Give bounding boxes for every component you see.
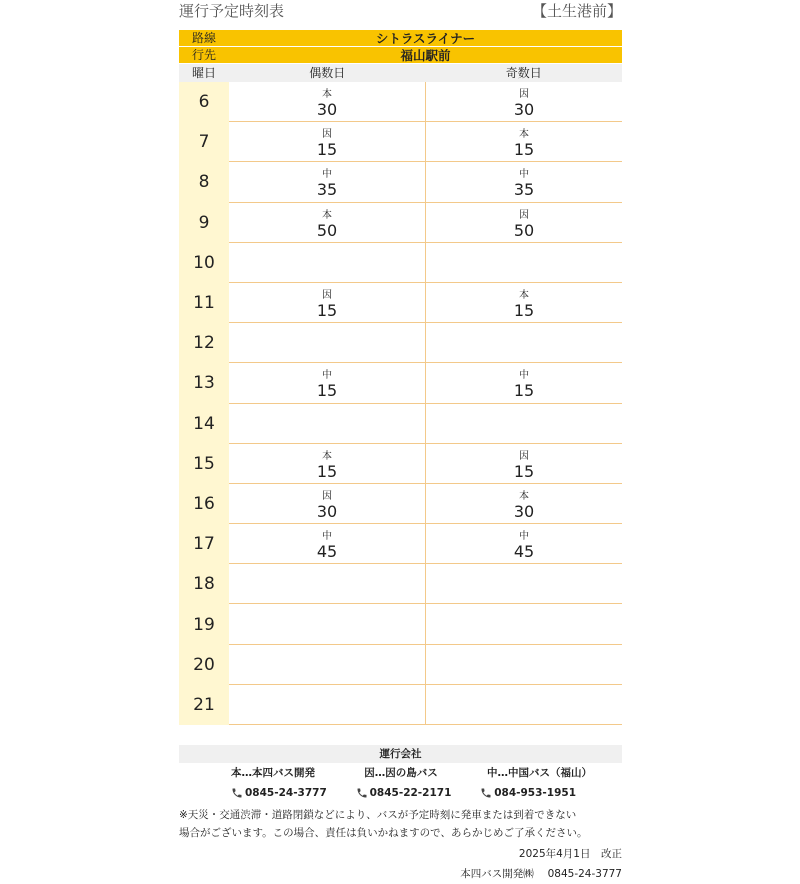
departure-minute: 15 bbox=[513, 461, 535, 481]
departure-minute: 50 bbox=[513, 220, 535, 240]
hour-row bbox=[179, 203, 622, 243]
odd-day-cell bbox=[426, 363, 622, 403]
odd-day-cell bbox=[426, 404, 622, 444]
departure-minute: 30 bbox=[513, 100, 535, 119]
operator-code: 本 bbox=[519, 289, 529, 301]
odd-day-cell bbox=[426, 283, 622, 323]
even-day-cell bbox=[229, 122, 426, 162]
operator-code: 中 bbox=[519, 531, 529, 543]
phone-number: 084-953-1951 bbox=[494, 787, 576, 799]
even-day-cell bbox=[229, 283, 426, 323]
departure-minute: 15 bbox=[316, 381, 338, 401]
departure-minute: 30 bbox=[316, 501, 338, 521]
hour-label: 18 bbox=[179, 564, 229, 604]
route-name: シトラスライナー bbox=[229, 30, 622, 47]
even-day-cell bbox=[229, 604, 426, 644]
operator-code: 因 bbox=[519, 89, 529, 100]
odd-day-cell bbox=[426, 243, 622, 283]
operator-code: 因 bbox=[519, 209, 529, 221]
timetable bbox=[179, 0, 622, 725]
departure-minute: 15 bbox=[316, 140, 338, 160]
phone-entry[interactable] bbox=[231, 784, 327, 802]
hour-row bbox=[179, 122, 622, 162]
odd-day-cell bbox=[426, 604, 622, 644]
hour-label: 21 bbox=[179, 685, 229, 725]
phone-number: 0845-22-2171 bbox=[369, 787, 452, 799]
operator-code: 中 bbox=[519, 169, 529, 181]
operators-heading: 運行会社 bbox=[179, 745, 622, 763]
even-day-cell bbox=[229, 444, 426, 484]
operator-name: 因…因の島バス bbox=[364, 767, 438, 779]
operator-code: 因 bbox=[322, 490, 332, 502]
operator-code: 本 bbox=[322, 209, 332, 221]
hour-label: 12 bbox=[179, 323, 229, 363]
departure-minute: 50 bbox=[316, 220, 338, 240]
even-day-cell bbox=[229, 323, 426, 363]
operator-code: 中 bbox=[322, 169, 332, 181]
phone-icon bbox=[356, 787, 368, 799]
operator-code: 中 bbox=[322, 370, 332, 382]
odd-day-cell bbox=[426, 564, 622, 604]
hour-row bbox=[179, 604, 622, 644]
departure-minute: 30 bbox=[316, 100, 338, 119]
even-day-cell bbox=[229, 685, 426, 725]
hour-label: 16 bbox=[179, 484, 229, 524]
disclaimer bbox=[179, 806, 622, 842]
even-day-cell bbox=[229, 203, 426, 243]
odd-day-cell bbox=[426, 162, 622, 202]
disclaimer-line: 場合がございます。この場合、責任は負いかねますので、あらかじめご了承ください。 bbox=[179, 827, 588, 839]
even-day-cell bbox=[229, 82, 426, 122]
phone-number: 0845-24-3777 bbox=[245, 787, 327, 799]
operator-code: 本 bbox=[322, 450, 332, 462]
timetable-grid bbox=[179, 82, 622, 725]
phone-icon bbox=[231, 787, 243, 799]
hour-label: 7 bbox=[179, 122, 229, 162]
departure-minute: 15 bbox=[316, 461, 338, 481]
even-day-cell bbox=[229, 645, 426, 685]
operator-code: 中 bbox=[519, 370, 529, 382]
departure-minute: 35 bbox=[513, 180, 535, 200]
operator-code: 本 bbox=[322, 89, 332, 100]
hour-row bbox=[179, 363, 622, 403]
hour-label: 19 bbox=[179, 604, 229, 644]
operator-code: 因 bbox=[322, 289, 332, 301]
departure-minute: 30 bbox=[513, 501, 535, 521]
issuer: 本四バス開発㈱ 0845-24-3777 bbox=[460, 868, 622, 880]
even-day-cell bbox=[229, 524, 426, 564]
departure-minute: 45 bbox=[513, 542, 535, 562]
hour-label: 17 bbox=[179, 524, 229, 564]
operator-code: 因 bbox=[322, 129, 332, 141]
hour-label: 15 bbox=[179, 444, 229, 484]
stop-name: 【土生港前】 bbox=[531, 2, 622, 20]
odd-day-cell bbox=[426, 82, 622, 122]
hour-label: 11 bbox=[179, 283, 229, 323]
hour-label: 9 bbox=[179, 203, 229, 243]
phone-icon bbox=[480, 787, 492, 799]
departure-minute: 15 bbox=[513, 300, 535, 320]
odd-day-cell bbox=[426, 645, 622, 685]
odd-day-cell bbox=[426, 122, 622, 162]
operator-code: 本 bbox=[519, 490, 529, 502]
even-day-cell bbox=[229, 484, 426, 524]
odd-day-cell bbox=[426, 323, 622, 363]
hour-row bbox=[179, 444, 622, 484]
hour-row bbox=[179, 162, 622, 202]
hour-row bbox=[179, 404, 622, 444]
departure-minute: 35 bbox=[316, 180, 338, 200]
phone-list bbox=[179, 784, 622, 802]
even-day-cell bbox=[229, 363, 426, 403]
hour-row bbox=[179, 323, 622, 363]
destination-name: 福山駅前 bbox=[229, 47, 622, 64]
departure-minute: 15 bbox=[513, 140, 535, 160]
phone-entry[interactable] bbox=[480, 784, 576, 802]
hour-row bbox=[179, 243, 622, 283]
operators-list bbox=[179, 765, 622, 782]
hour-label: 14 bbox=[179, 404, 229, 444]
operator-name: 中…中国バス（福山） bbox=[487, 767, 592, 779]
hour-row bbox=[179, 82, 622, 122]
even-day-cell bbox=[229, 404, 426, 444]
phone-entry[interactable] bbox=[356, 784, 452, 802]
disclaimer-line: ※天災・交通渋滞・道路閉鎖などにより、バスが予定時刻に発車または到着できない bbox=[179, 809, 577, 821]
even-day-header: 偶数日 bbox=[309, 66, 346, 80]
day-row bbox=[179, 64, 622, 82]
destination-label: 行先 bbox=[179, 47, 229, 64]
operator-code: 因 bbox=[519, 450, 529, 462]
odd-day-cell bbox=[426, 444, 622, 484]
departure-minute: 15 bbox=[316, 300, 338, 320]
footer bbox=[179, 745, 622, 884]
hour-row bbox=[179, 685, 622, 725]
hour-label: 10 bbox=[179, 243, 229, 283]
even-day-cell bbox=[229, 564, 426, 604]
timetable-header bbox=[179, 0, 622, 30]
operator-code: 中 bbox=[322, 531, 332, 543]
revision-date: 2025年4月1日 改正 bbox=[518, 848, 622, 860]
operator-code: 本 bbox=[519, 129, 529, 141]
odd-day-header: 奇数日 bbox=[505, 66, 542, 80]
route-label: 路線 bbox=[179, 30, 229, 47]
operator-name: 本…本四バス開発 bbox=[231, 767, 315, 779]
odd-day-cell bbox=[426, 484, 622, 524]
hour-row bbox=[179, 645, 622, 685]
departure-minute: 45 bbox=[316, 542, 338, 562]
timetable-title: 運行予定時刻表 bbox=[179, 2, 285, 20]
hour-label: 13 bbox=[179, 363, 229, 403]
odd-day-cell bbox=[426, 524, 622, 564]
even-day-cell bbox=[229, 243, 426, 283]
hour-row bbox=[179, 524, 622, 564]
route-row bbox=[179, 30, 622, 47]
destination-row bbox=[179, 47, 622, 64]
hour-label: 6 bbox=[179, 82, 229, 122]
hour-row bbox=[179, 283, 622, 323]
even-day-cell bbox=[229, 162, 426, 202]
departure-minute: 15 bbox=[513, 381, 535, 401]
hour-label: 8 bbox=[179, 162, 229, 202]
hour-row bbox=[179, 564, 622, 604]
odd-day-cell bbox=[426, 685, 622, 725]
odd-day-cell bbox=[426, 203, 622, 243]
hour-label: 20 bbox=[179, 645, 229, 685]
hour-row bbox=[179, 484, 622, 524]
day-label: 曜日 bbox=[191, 66, 216, 80]
